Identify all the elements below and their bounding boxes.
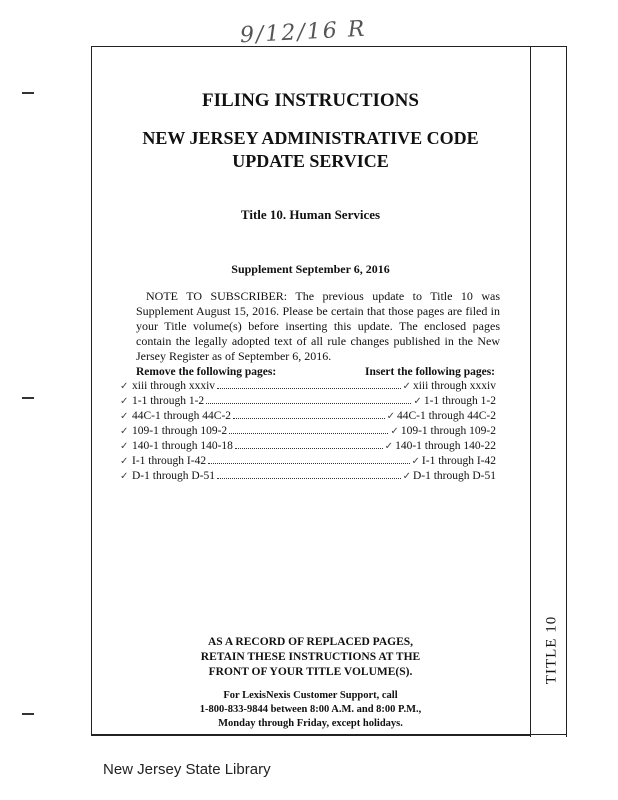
table-row xyxy=(120,380,496,395)
insert-pages: 1-1 through 1-2 xyxy=(423,395,496,407)
checkmark-icon: ✓ xyxy=(384,441,394,452)
leader-dots xyxy=(217,477,401,479)
insert-pages: 109-1 through 109-2 xyxy=(400,425,496,437)
table-row xyxy=(120,455,496,470)
leader-dots xyxy=(217,387,400,389)
checkmark-icon: ✓ xyxy=(120,456,129,467)
checkmark-icon: ✓ xyxy=(413,396,422,407)
insert-pages: 44C-1 through 44C-2 xyxy=(396,410,496,422)
bottom-rule xyxy=(91,734,566,735)
title-name: Title 10. Human Services xyxy=(240,207,381,222)
remove-pages: 140-1 through 140-18 xyxy=(132,440,233,452)
checkmark-icon: ✓ xyxy=(386,411,395,422)
table-row xyxy=(120,425,496,440)
remove-pages: xiii through xxxiv xyxy=(132,380,216,392)
remove-pages: 1-1 through 1-2 xyxy=(132,395,205,407)
insert-pages: xiii through xxxiv xyxy=(412,380,496,392)
remove-pages: I-1 through I-42 xyxy=(132,455,207,467)
leader-dots xyxy=(206,402,411,404)
table-row xyxy=(120,440,496,455)
side-tab-label: TITLE 10 xyxy=(543,615,560,685)
library-stamp: New Jersey State Library xyxy=(103,761,271,778)
insert-pages: D-1 through D-51 xyxy=(412,470,496,482)
checkmark-icon: ✓ xyxy=(402,381,411,392)
table-row xyxy=(120,410,496,425)
leader-dots xyxy=(235,447,383,449)
checkmark-icon: ✓ xyxy=(120,381,129,392)
margin-mark xyxy=(22,713,34,715)
table-row xyxy=(120,470,496,485)
remove-pages: 109-1 through 109-2 xyxy=(132,425,228,437)
table-row xyxy=(120,395,496,410)
checkmark-icon: ✓ xyxy=(390,426,399,437)
leader-dots xyxy=(233,417,385,419)
supplement-date: Supplement September 6, 2016 xyxy=(231,262,390,276)
subscriber-note: NOTE TO SUBSCRIBER: The previous update to Title 10 was Supplement August 15, 2016. Please be certain that those pages are filed in your Title volume(s) before inserting this update. The enclosed pages contain the legally adopted text of all rule changes published in the New Jersey Register as of September 6, 2016. xyxy=(136,289,500,363)
checkmark-icon: ✓ xyxy=(120,441,129,452)
remove-header: Remove the following pages: xyxy=(136,366,277,378)
checkmark-icon: ✓ xyxy=(411,456,420,467)
record-notice: AS A RECORD OF REPLACED PAGES, RETAIN THESE INSTRUCTIONS AT THE FRONT OF YOUR TITLE VOLUME(S). xyxy=(200,636,421,678)
handwritten-date: 9/12/16 R xyxy=(239,16,367,49)
checkmark-icon: ✓ xyxy=(120,426,129,437)
insert-pages: I-1 through I-42 xyxy=(421,455,496,467)
customer-support: For LexisNexis Customer Support, call 1-800-833-9844 between 8:00 A.M. and 8:00 P.M., Monday through Friday, except holidays. xyxy=(199,690,422,729)
remove-pages: D-1 through D-51 xyxy=(132,470,216,482)
leader-dots xyxy=(229,432,388,434)
checkmark-icon: ✓ xyxy=(120,396,129,407)
insert-header: Insert the following pages: xyxy=(364,366,495,378)
insert-pages: 140-1 through 140-22 xyxy=(395,440,496,452)
checkmark-icon: ✓ xyxy=(402,471,411,482)
filing-instructions-heading: FILING INSTRUCTIONS xyxy=(202,90,419,111)
checkmark-icon: ✓ xyxy=(120,411,129,422)
page-list xyxy=(120,380,496,485)
leader-dots xyxy=(208,462,409,464)
remove-pages: 44C-1 through 44C-2 xyxy=(132,410,232,422)
code-heading: NEW JERSEY ADMINISTRATIVE CODE UPDATE SERVICE xyxy=(142,128,479,171)
checkmark-icon: ✓ xyxy=(120,471,129,482)
margin-mark xyxy=(22,92,34,94)
margin-mark xyxy=(22,397,34,399)
